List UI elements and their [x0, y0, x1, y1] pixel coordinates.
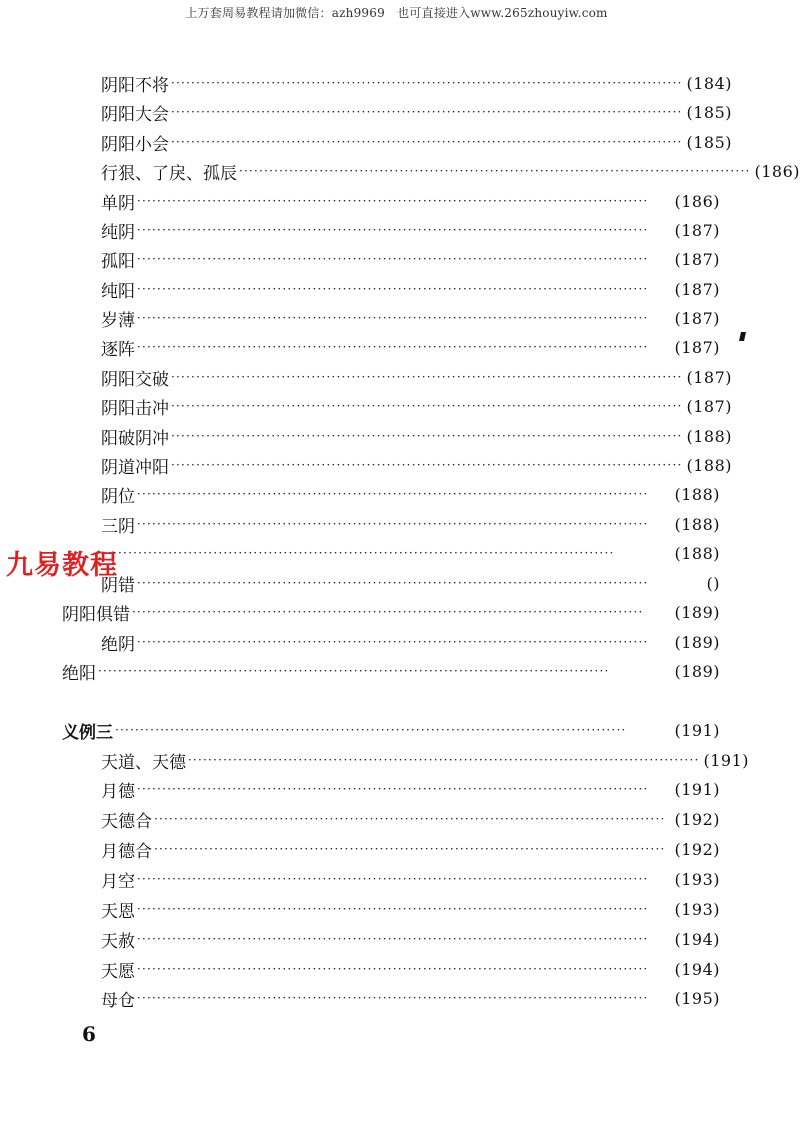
- toc-dot-leader: ······································································································: [171, 429, 683, 443]
- toc-entry-title: 天赦: [101, 931, 135, 952]
- toc-entry[interactable]: [101, 986, 720, 1010]
- toc-dot-leader: ······································································································: [154, 842, 666, 856]
- toc-entry-title: 纯阳: [101, 281, 135, 302]
- toc-entry-page: (195): [674, 988, 720, 1008]
- toc-entry[interactable]: [62, 659, 720, 683]
- toc-entry-title: 阴位: [101, 486, 135, 507]
- toc-entry-title: 月德合: [101, 841, 152, 862]
- toc-dot-leader: ······································································································: [137, 872, 649, 886]
- toc-entry-title: 三阴: [101, 516, 135, 537]
- toc-entry-page: (188): [674, 484, 720, 504]
- toc-dot-leader: ······································································································: [137, 311, 649, 325]
- toc-dot-leader: ······································································································: [137, 576, 649, 590]
- toc-entry-title: 阳破阴冲: [101, 428, 169, 449]
- toc-dot-leader: ······································································································: [171, 105, 683, 119]
- toc-entry-page: (185): [686, 102, 733, 122]
- toc-entry[interactable]: [62, 718, 720, 742]
- toc-entry-page: (192): [674, 809, 720, 829]
- toc-dot-leader: ······································································································: [137, 194, 649, 208]
- toc-dot-leader: ······································································································: [137, 932, 649, 946]
- toc-entry-page: (193): [674, 899, 720, 919]
- toc-entry-page: (193): [674, 869, 720, 889]
- toc-dot-leader: ······································································································: [154, 812, 666, 826]
- toc-entry[interactable]: [101, 777, 720, 801]
- toc-entry-page: (192): [674, 839, 720, 859]
- toc-dot-leader: ······································································································: [239, 164, 751, 178]
- toc-entry[interactable]: [101, 394, 733, 419]
- toc-entry[interactable]: [101, 335, 720, 359]
- toc-entry-page: (): [706, 573, 720, 593]
- toc-entry[interactable]: [62, 600, 720, 624]
- toc-entry-title: 月空: [101, 871, 135, 892]
- page-number: 6: [82, 1022, 96, 1046]
- toc-entry[interactable]: [101, 365, 733, 390]
- toc-entry-page: (186): [754, 161, 800, 181]
- toc-entry-title: 天愿: [101, 961, 135, 982]
- toc-entry-page: (189): [674, 602, 720, 622]
- toc-entry[interactable]: [101, 957, 720, 981]
- toc-dot-leader: ······································································································: [103, 546, 615, 560]
- toc-dot-leader: ······································································································: [171, 399, 683, 413]
- toc-entry[interactable]: [101, 453, 733, 478]
- toc-entry-title: 月德: [101, 781, 135, 802]
- toc-entry-page: (186): [674, 191, 720, 211]
- toc-entry-page: (191): [703, 750, 750, 770]
- toc-entry-page: (187): [674, 249, 720, 269]
- toc-dot-leader: ······································································································: [137, 782, 649, 796]
- toc-entry[interactable]: [101, 571, 720, 595]
- toc-entry-title: 阴错: [101, 575, 135, 596]
- toc-entry[interactable]: [101, 482, 720, 506]
- toc-entry-page: (187): [674, 220, 720, 240]
- toc-entry[interactable]: [101, 927, 720, 951]
- toc-dot-leader: ······································································································: [188, 753, 700, 767]
- toc-entry-title: 阴道冲阳: [101, 457, 169, 478]
- toc-dot-leader: ······································································································: [137, 487, 649, 501]
- toc-entry-title: 天德合: [101, 811, 152, 832]
- toc-dot-leader: ······································································································: [115, 723, 627, 737]
- toc-entry[interactable]: [101, 306, 720, 330]
- toc-entry-page: (189): [674, 632, 720, 652]
- toc-entry-title: 阴阳交破: [101, 369, 169, 390]
- toc-entry[interactable]: [101, 807, 720, 831]
- toc-entry-page: (187): [674, 308, 720, 328]
- toc-entry[interactable]: [101, 277, 720, 301]
- toc-entry[interactable]: [101, 541, 720, 565]
- toc-entry-title: 单阴: [101, 193, 135, 214]
- toc-entry-page: (187): [674, 279, 720, 299]
- toc-entry-title: 阴阳俱错: [62, 604, 130, 625]
- toc-entry-title: 阴阳大会: [101, 104, 169, 125]
- toc-entry[interactable]: [101, 630, 720, 654]
- toc-dot-leader: ······································································································: [171, 76, 683, 90]
- toc-dot-leader: ······································································································: [137, 902, 649, 916]
- toc-dot-leader: ······································································································: [137, 517, 649, 531]
- toc-entry-page: (191): [674, 779, 720, 799]
- toc-entry-title: 天道、天德: [101, 752, 186, 773]
- toc-dot-leader: ······································································································: [171, 370, 683, 384]
- toc-entry-title: 阴阳小会: [101, 134, 169, 155]
- toc-entry-page: (191): [674, 720, 720, 740]
- toc-entry[interactable]: [101, 218, 720, 242]
- toc-entry-title: 纯阴: [101, 222, 135, 243]
- toc-dot-leader: ······································································································: [137, 991, 649, 1005]
- toc-entry-page: (194): [674, 959, 720, 979]
- toc-dot-leader: ······································································································: [137, 962, 649, 976]
- toc-dot-leader: ······································································································: [171, 135, 683, 149]
- toc-entry[interactable]: [101, 867, 720, 891]
- toc-entry-page: (185): [686, 132, 733, 152]
- toc-entry-title: 阴阳不将: [101, 75, 169, 96]
- toc-entry-title: 母仓: [101, 990, 135, 1011]
- toc-dot-leader: ······································································································: [171, 458, 683, 472]
- toc-dot-leader: ······································································································: [137, 282, 649, 296]
- toc-entry-title: 义例三: [62, 722, 113, 743]
- toc-entry[interactable]: [101, 424, 733, 449]
- toc-entry-page: (184): [686, 73, 733, 93]
- toc-dot-leader: ······································································································: [132, 605, 644, 619]
- toc-entry[interactable]: [101, 837, 720, 861]
- toc-entry-title: 逐阵: [101, 339, 135, 360]
- toc-entry-title: 行狠、了戾、孤辰: [101, 163, 237, 184]
- toc-dot-leader: ······································································································: [137, 223, 649, 237]
- toc-entry-page: (194): [674, 929, 720, 949]
- toc-entry[interactable]: [101, 512, 720, 536]
- toc-dot-leader: ······································································································: [98, 664, 610, 678]
- toc-dot-leader: ······································································································: [137, 340, 649, 354]
- toc-entry-title: 绝阳: [62, 663, 96, 684]
- toc-dot-leader: ······································································································: [137, 635, 649, 649]
- toc-entry[interactable]: [101, 897, 720, 921]
- toc-entry-page: (189): [674, 661, 720, 681]
- toc-entry-title: 孤阳: [101, 251, 135, 272]
- toc-entry[interactable]: [101, 130, 733, 155]
- toc-entry[interactable]: [101, 159, 800, 184]
- toc-entry-page: (188): [686, 455, 733, 475]
- toc-entry-page: (188): [674, 514, 720, 534]
- toc-entry-page: (188): [686, 426, 733, 446]
- toc-entry[interactable]: [101, 71, 733, 96]
- toc-entry[interactable]: [101, 100, 733, 125]
- toc-entry-page: (187): [674, 337, 720, 357]
- toc-entry-page: (187): [686, 396, 733, 416]
- toc-entry-title: 天恩: [101, 901, 135, 922]
- toc-entry[interactable]: [101, 748, 750, 773]
- toc-entry[interactable]: [101, 189, 720, 213]
- toc-dot-leader: ······································································································: [137, 252, 649, 266]
- toc-entry-title: 绝阴: [101, 634, 135, 655]
- toc-entry-page: (187): [686, 367, 733, 387]
- toc-entry-title: 岁薄: [101, 310, 135, 331]
- toc-entry-page: (188): [674, 543, 720, 563]
- header-banner: 上万套周易教程请加微信：azh9969 也可直接进入www.265zhouyiw.com: [185, 6, 608, 20]
- toc-entry-title: 阴阳击冲: [101, 398, 169, 419]
- watermark-logo: 九易教程: [6, 550, 118, 581]
- toc-entry[interactable]: [101, 247, 720, 271]
